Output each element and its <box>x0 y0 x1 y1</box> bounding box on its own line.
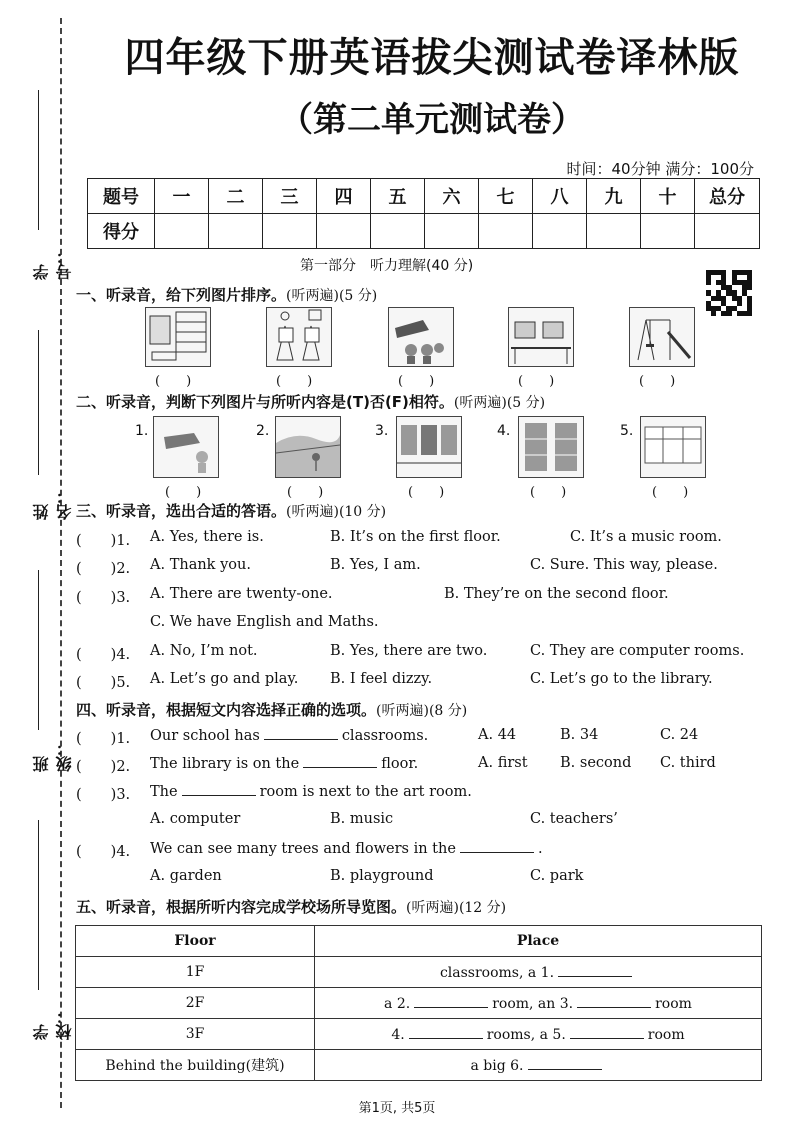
option-a: A. Yes, there is. <box>150 529 264 545</box>
option-c: C. It’s a music room. <box>570 529 722 545</box>
question-pre: The <box>150 784 178 800</box>
answer-paren[interactable]: ( ) <box>165 485 202 500</box>
answer-paren[interactable]: ( ) <box>398 374 435 389</box>
question-pre: Our school has <box>150 728 260 744</box>
section-title: 四、听录音，根据短文内容选择正确的选项。 <box>76 701 377 719</box>
section-2-heading <box>76 391 545 412</box>
score-cell[interactable] <box>641 214 695 249</box>
place-text: 4. <box>391 1026 405 1043</box>
option-a: A. computer <box>150 811 241 827</box>
guide-row <box>76 988 762 1019</box>
cut-line <box>60 18 62 1108</box>
answer-paren[interactable]: ( ) <box>652 485 689 500</box>
score-cell[interactable] <box>209 214 263 249</box>
score-header-cell: 一 <box>155 179 209 214</box>
guide-header-floor: Floor <box>76 926 315 957</box>
option-b: B. playground <box>330 868 434 884</box>
guide-floor: 3F <box>76 1019 315 1050</box>
score-header-cell: 五 <box>371 179 425 214</box>
option-a: A. 44 <box>478 727 517 743</box>
place-text: a big 6. <box>470 1057 524 1074</box>
guide-floor: Behind the building(建筑) <box>76 1050 315 1081</box>
option-b: B. They’re on the second floor. <box>444 586 669 602</box>
score-cell[interactable] <box>479 214 533 249</box>
section-title: 二、听录音，判断下列图片与所听内容是(T)否(F)相符。 <box>76 393 454 411</box>
option-c: C. third <box>660 755 716 771</box>
score-header-cell: 六 <box>425 179 479 214</box>
question-post: . <box>537 841 543 857</box>
section-note: (听两遍)(12 分) <box>406 900 507 916</box>
answer-paren[interactable]: ( ) <box>530 485 567 500</box>
name-label: 姓名： <box>32 488 74 520</box>
section-title: 一、听录音，给下列图片排序。 <box>76 286 287 304</box>
score-cell[interactable] <box>371 214 425 249</box>
answer-paren[interactable]: ( ) <box>276 374 313 389</box>
playground-picture <box>629 307 695 367</box>
score-cell[interactable] <box>317 214 371 249</box>
fill-blank[interactable] <box>182 783 256 796</box>
name-field[interactable] <box>20 330 74 520</box>
answer-paren[interactable]: ( ) <box>518 374 555 389</box>
option-a: A. first <box>478 755 528 771</box>
place-text: room <box>647 1026 685 1043</box>
question-pre: The library is on the <box>150 756 300 772</box>
option-b: B. music <box>330 811 394 827</box>
qr-code-icon <box>706 270 752 316</box>
fill-blank[interactable] <box>558 964 632 977</box>
score-header-cell: 二 <box>209 179 263 214</box>
answer-paren[interactable]: ( ) <box>639 374 676 389</box>
option-b: B. 34 <box>560 727 599 743</box>
option-c: C. teachers’ <box>530 811 618 827</box>
section-title: 五、听录音，根据所听内容完成学校场所导览图。 <box>76 898 407 916</box>
option-a: A. garden <box>150 868 222 884</box>
question-number[interactable]: ( )1. <box>76 533 131 549</box>
score-cell[interactable] <box>263 214 317 249</box>
fill-blank[interactable] <box>414 995 488 1008</box>
answer-paren[interactable]: ( ) <box>408 485 445 500</box>
place-text: classrooms, a 1. <box>439 964 555 981</box>
student-number-field[interactable] <box>20 90 74 280</box>
part-heading: 第一部分 听力理解(40 分) <box>300 258 474 274</box>
section-note: (听两遍)(10 分) <box>286 504 387 520</box>
question-text <box>150 840 543 857</box>
guide-row <box>76 957 762 988</box>
fill-blank[interactable] <box>303 755 377 768</box>
question-number[interactable]: ( )4. <box>76 844 131 860</box>
score-input-row <box>88 214 760 249</box>
time-info: 时间：40分钟 满分：100分 <box>566 160 754 178</box>
fill-blank[interactable] <box>570 1026 644 1039</box>
option-a: A. Let’s go and play. <box>150 671 299 687</box>
score-cell[interactable] <box>695 214 760 249</box>
item-number: 1. <box>135 423 149 439</box>
score-header-cell: 题号 <box>88 179 155 214</box>
score-header-cell: 十 <box>641 179 695 214</box>
section-title: 三、听录音，选出合适的答语。 <box>76 502 287 520</box>
school-label: 学校： <box>32 1008 74 1040</box>
option-b: B. I feel dizzy. <box>330 671 433 687</box>
option-c: C. park <box>530 868 584 884</box>
question-post: floor. <box>381 756 419 772</box>
guide-row <box>76 1019 762 1050</box>
score-header-cell: 三 <box>263 179 317 214</box>
page-title: 四年级下册英语拔尖测试卷译林版 <box>124 35 740 81</box>
option-b: B. second <box>560 755 632 771</box>
score-header-cell: 总分 <box>695 179 760 214</box>
fill-blank[interactable] <box>528 1057 602 1070</box>
question-number[interactable]: ( )5. <box>76 675 131 691</box>
score-table <box>87 178 760 249</box>
school-field[interactable] <box>20 820 74 1040</box>
question-post: classrooms. <box>341 728 429 744</box>
school-guide-table <box>75 925 762 1081</box>
score-row-label: 得分 <box>88 214 155 249</box>
page-footer: 第1页, 共5页 <box>358 1101 436 1116</box>
score-cell[interactable] <box>155 214 209 249</box>
place-text: rooms, a 5. <box>486 1026 566 1043</box>
class-label: 班级： <box>32 740 74 772</box>
answer-paren[interactable]: ( ) <box>287 485 324 500</box>
option-b: B. Yes, there are two. <box>330 643 488 659</box>
guide-place <box>315 988 762 1019</box>
question-post: room is next to the art room. <box>259 784 472 800</box>
item-number: 2. <box>256 423 270 439</box>
library-picture <box>145 307 211 367</box>
question-text <box>150 755 418 772</box>
option-b: B. It’s on the first floor. <box>330 529 501 545</box>
question-number[interactable]: ( )2. <box>76 561 131 577</box>
bookshelf-picture <box>518 416 584 478</box>
score-header-cell: 七 <box>479 179 533 214</box>
question-number[interactable]: ( )1. <box>76 731 131 747</box>
question-number[interactable]: ( )3. <box>76 590 131 606</box>
option-c: C. We have English and Maths. <box>150 614 379 630</box>
option-a: A. Thank you. <box>150 557 251 573</box>
answer-paren[interactable]: ( ) <box>155 374 192 389</box>
guide-floor: 1F <box>76 957 315 988</box>
piano-picture <box>153 416 219 478</box>
score-header-cell: 八 <box>533 179 587 214</box>
computer-room-picture <box>508 307 574 367</box>
guide-header-place: Place <box>315 926 762 957</box>
score-cell[interactable] <box>587 214 641 249</box>
guide-row <box>76 1050 762 1081</box>
class-field[interactable] <box>20 570 74 772</box>
page-subtitle: （第二单元测试卷） <box>279 100 585 140</box>
option-c: C. They are computer rooms. <box>530 643 745 659</box>
question-number[interactable]: ( )2. <box>76 759 131 775</box>
option-a: A. There are twenty-one. <box>150 586 333 602</box>
question-text <box>150 783 472 800</box>
option-c: C. Let’s go to the library. <box>530 671 713 687</box>
question-text <box>150 727 428 744</box>
item-number: 4. <box>497 423 511 439</box>
item-number: 5. <box>620 423 634 439</box>
guide-place <box>315 957 762 988</box>
place-text: room <box>655 995 692 1012</box>
score-cell[interactable] <box>533 214 587 249</box>
section-4-heading <box>76 699 467 720</box>
binding-margin <box>0 0 74 1123</box>
fill-blank[interactable] <box>264 727 338 740</box>
score-header-row <box>88 179 760 214</box>
classroom-picture <box>640 416 706 478</box>
hallway-picture <box>396 416 462 478</box>
option-c: C. Sure. This way, please. <box>530 557 718 573</box>
section-note: (听两遍)(5 分) <box>286 288 378 304</box>
guide-header-row <box>76 926 762 957</box>
fill-blank[interactable] <box>460 840 534 853</box>
score-header-cell: 九 <box>587 179 641 214</box>
option-a: A. No, I’m not. <box>150 643 258 659</box>
guide-place <box>315 1050 762 1081</box>
question-pre: We can see many trees and flowers in the <box>150 841 456 857</box>
item-number: 3. <box>375 423 389 439</box>
fill-blank[interactable] <box>409 1026 483 1039</box>
student-number-label: 学号： <box>32 248 74 280</box>
question-number[interactable]: ( )3. <box>76 787 131 803</box>
section-5-heading <box>76 896 506 917</box>
fill-blank[interactable] <box>577 995 651 1008</box>
guide-floor: 2F <box>76 988 315 1019</box>
section-note: (听两遍)(8 分) <box>376 703 468 719</box>
guide-place <box>315 1019 762 1050</box>
place-text: a 2. <box>384 995 411 1012</box>
field-picture <box>275 416 341 478</box>
section-1-heading <box>76 284 377 305</box>
option-c: C. 24 <box>660 727 699 743</box>
question-number[interactable]: ( )4. <box>76 647 131 663</box>
music-room-picture <box>388 307 454 367</box>
section-3-heading <box>76 500 386 521</box>
section-note: (听两遍)(5 分) <box>453 395 546 411</box>
art-room-picture <box>266 307 332 367</box>
option-b: B. Yes, I am. <box>330 557 421 573</box>
place-text: room, an 3. <box>492 995 574 1012</box>
score-header-cell: 四 <box>317 179 371 214</box>
score-cell[interactable] <box>425 214 479 249</box>
